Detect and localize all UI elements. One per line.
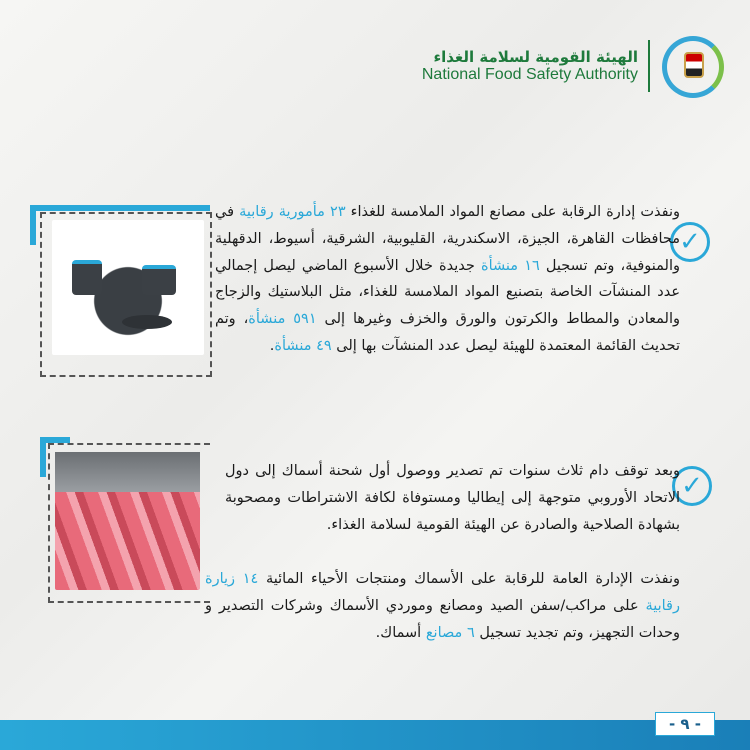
org-name-ar: الهيئة القومية لسلامة الغذاء xyxy=(433,47,638,66)
section2-paragraph-1 xyxy=(225,458,680,538)
fish-photo xyxy=(55,452,200,590)
checkmark-icon: ✓ xyxy=(672,466,712,506)
section2-paragraph-2 xyxy=(205,566,680,646)
section1-paragraph xyxy=(215,199,680,360)
highlight-approved-facilities: ٤٩ منشأة xyxy=(274,337,332,354)
page-number: - ٩ - xyxy=(655,712,715,736)
org-name xyxy=(422,48,638,84)
footer-bar xyxy=(0,720,750,750)
highlight-new-facilities: ١٦ منشأة xyxy=(480,257,540,274)
text-segment: على مراكب/سفن الصيد ومصانع وموردي الأسماك وشركات التصدير و وحدات التجهيز، وتم تجديد تسجيل xyxy=(205,597,680,641)
cookware-photo xyxy=(52,220,204,355)
text-segment: ونفذت الإدارة العامة للرقابة على الأسماك ومنتجات الأحياء المائية xyxy=(258,571,680,587)
frame-accent-top xyxy=(30,205,210,211)
highlight-missions: ٢٣ مأمورية رقابية xyxy=(239,204,346,220)
egypt-emblem-icon xyxy=(684,52,704,78)
org-name-en: National Food Safety Authority xyxy=(421,65,638,83)
text-segment: ونفذت إدارة الرقابة على مصانع المواد الملامسة للغذاء xyxy=(345,204,680,220)
text-segment: وبعد توقف دام ثلاث سنوات تم تصدير ووصول أول شحنة أسماك إلى دول الاتحاد الأوروبي متوجهة إلى إيطاليا ومستوفاة لكافة الاشتراطات ومصحوبة بشهادة الصلاحية والصادرة عن الهيئة القومية لسلامة الغذاء. xyxy=(225,463,680,533)
header xyxy=(422,28,730,103)
nfsa-logo xyxy=(660,28,730,103)
frame-accent-left xyxy=(40,437,46,477)
header-divider xyxy=(648,40,650,92)
frame-accent-left xyxy=(30,205,36,245)
highlight-visits: ١٤ زيارة رقابية xyxy=(205,571,680,614)
highlight-factories: ٦ مصانع xyxy=(425,624,475,641)
highlight-total-facilities: ٥٩١ منشأة xyxy=(248,311,317,328)
text-segment: جديدة خلال الأسبوع الماضي ليصل إجمالي عدد المنشآت الخاصة بتصنيع المواد الملامسة للغذاء، مثل البلاستيك والزجاج والمعادن والمطاط والكرتون والورق والخزف وغيرها إلى xyxy=(215,257,681,328)
text-segment: . xyxy=(269,337,275,354)
text-segment: في محافظات القاهرة، الجيزة، الاسكندرية، القليوبية، الشرقية، أسيوط، الدقهلية والمنوفية، وتم تسجيل xyxy=(215,204,680,274)
checkmark-icon: ✓ xyxy=(670,222,710,262)
text-segment: أسماك. xyxy=(375,624,426,641)
text-segment: ، وتم تحديث القائمة المعتمدة للهيئة ليصل عدد المنشآت بها إلى xyxy=(215,311,680,354)
